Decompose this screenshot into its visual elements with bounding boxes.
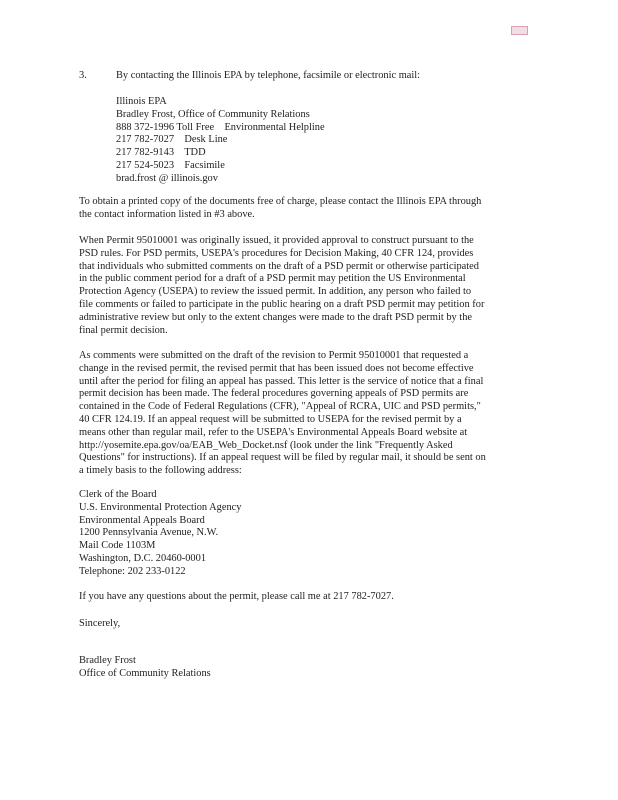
contact-email: brad.frost @ illinois.gov: [116, 172, 218, 184]
signature-block: [79, 655, 529, 681]
address-line: Mail Code 1103M: [79, 540, 156, 552]
address-line: Telephone: 202 233-0122: [79, 565, 186, 577]
paragraph-appeal-notice: [79, 350, 529, 478]
mailing-address: [79, 489, 529, 579]
address-line: U.S. Environmental Protection Agency: [79, 501, 242, 513]
paragraph-line: file comments or failed to participate in the public hearing on a draft PSD permit may petition for: [79, 298, 485, 310]
paragraph-obtain-copy: [79, 196, 529, 222]
contact-line: Illinois EPA: [116, 96, 167, 107]
paragraph-line: in the public comment period for a draft of a PSD permit may petition the US Environmental: [79, 273, 466, 285]
contact-line: Bradley Frost, Office of Community Relations: [116, 108, 310, 120]
paragraph-line: permit decision has been made. The federal procedures governing appeals of PSD permits are: [79, 388, 469, 400]
closing-salutation: Sincerely,: [79, 618, 121, 629]
contact-line: 217 782-9143 TDD: [116, 147, 206, 159]
address-line: Environmental Appeals Board: [79, 514, 205, 526]
paragraph-line: the contact information listed in #3 above.: [79, 208, 255, 220]
paragraph-line: As comments were submitted on the draft of the revision to Permit 95010001 that requested a: [79, 350, 469, 361]
paragraph-line: means other than regular mail, refer to the USEPA's Environmental Appeals Board website at: [79, 426, 468, 438]
signer-title: Office of Community Relations: [79, 667, 211, 679]
paragraph-line: When Permit 95010001 was originally issued, it provided approval to construct pursuant to the: [79, 235, 474, 246]
address-line: 1200 Pennsylvania Avenue, N.W.: [79, 527, 219, 539]
signer-name: Bradley Frost: [79, 655, 136, 666]
item-text: By contacting the Illinois EPA by telephone, facsimile or electronic mail:: [116, 70, 421, 81]
item-number: 3.: [79, 70, 87, 81]
contact-line: 217 782-7027 Desk Line: [116, 134, 228, 146]
paragraph-line: until after the period for filing an appeal has passed. This letter is the service of notice that a final: [79, 375, 484, 387]
contact-line: 217 524-5023 Facsimile: [116, 159, 225, 171]
paragraph-line: change in the revised permit, the revised permit that has been issued does not become effective: [79, 362, 474, 374]
paragraph-permit-history: [79, 235, 529, 337]
contact-block: [116, 96, 325, 186]
page-stamp-mark: [511, 26, 528, 35]
paragraph-line: PSD rules. For PSD permits, USEPA's procedures for Decision Making, 40 CFR 124, provides: [79, 247, 474, 259]
address-line: Washington, D.C. 20460-0001: [79, 552, 207, 564]
address-line: Clerk of the Board: [79, 489, 157, 500]
paragraph-line: To obtain a printed copy of the documents free of charge, please contact the Illinois EPA through: [79, 196, 482, 207]
paragraph-line: Protection Agency (USEPA) to review the issued permit. In addition, any person who failed to: [79, 286, 472, 298]
questions-line: If you have any questions about the permit, please call me at 217 782-7027.: [79, 591, 394, 602]
paragraph-line: that individuals who submitted comments on the draft of a PSD permit or otherwise participated: [79, 260, 479, 272]
paragraph-line: contained in the Code of Federal Regulations (CFR), "Appeal of RCRA, UIC and PSD permits,": [79, 401, 481, 413]
contact-line: 888 372-1996 Toll Free Environmental Helpline: [116, 121, 325, 133]
paragraph-line: http://yosemite.epa.gov/oa/EAB_Web_Docket.nsf (look under the link "Frequently Asked: [79, 439, 453, 451]
paragraph-line: a timely basis to the following address:: [79, 465, 242, 477]
paragraph-line: 40 CFR 124.19. If an appeal request will be submitted to USEPA for the revised permit by a: [79, 413, 462, 425]
paragraph-line: final permit decision.: [79, 324, 168, 336]
paragraph-line: administrative review but only to the extent changes were made to the draft PSD permit by the: [79, 311, 473, 323]
paragraph-line: Questions" for instructions). If an appeal request will be filed by regular mail, it should be sent on: [79, 452, 486, 464]
